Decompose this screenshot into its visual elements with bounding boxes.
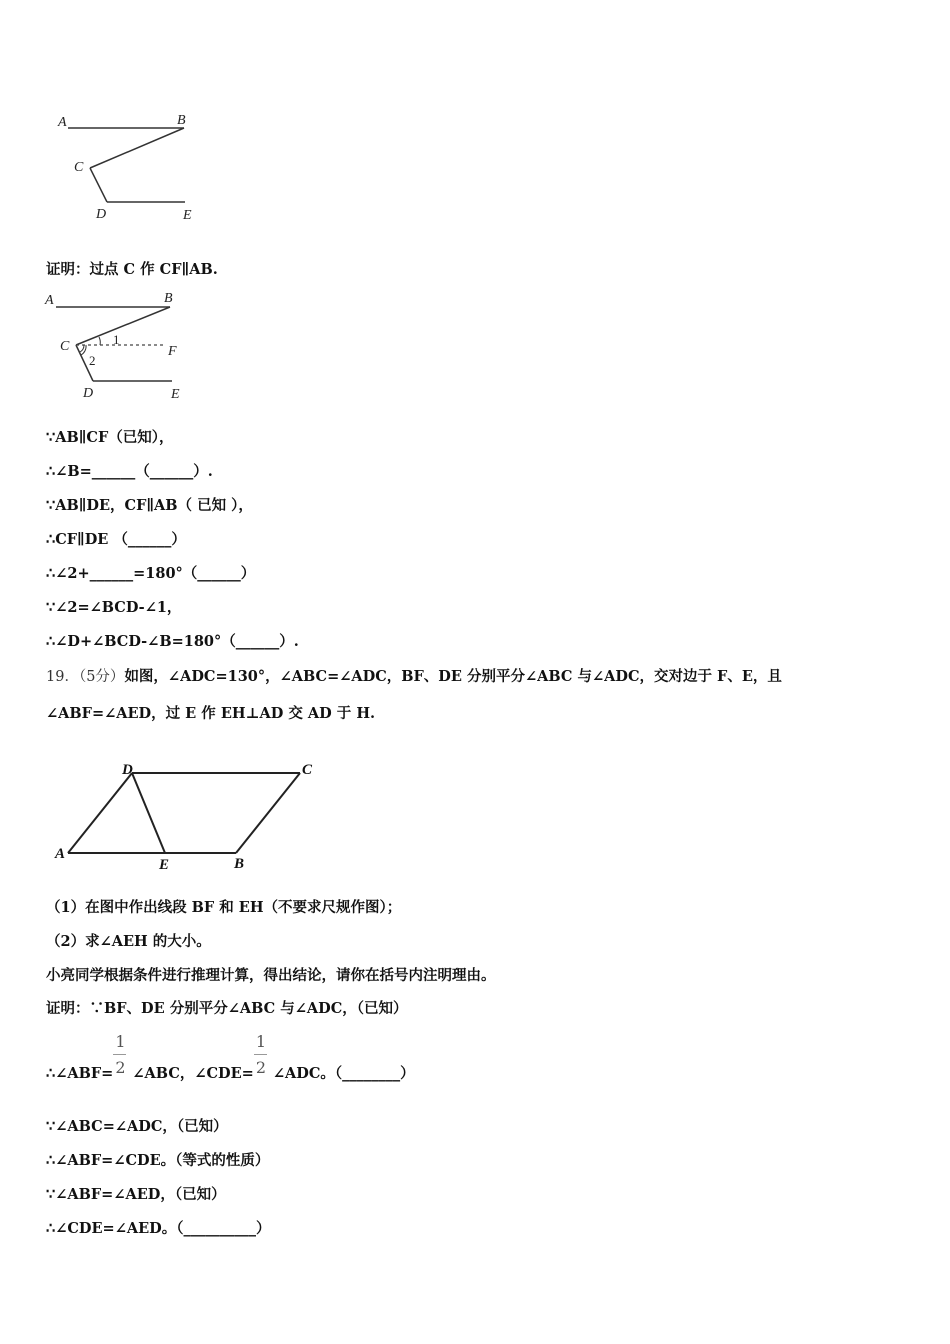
proof-intro: 证明：过点 C 作 CF∥AB. (46, 261, 218, 278)
denominator: 2 (115, 1058, 126, 1077)
numerator: 1 (115, 1032, 126, 1051)
label-e: E (183, 208, 192, 223)
fraction-line-part-3: ∠ADC。（________） (272, 1065, 415, 1082)
label-angle-1: 1 (113, 332, 120, 347)
step-19-1: ∵∠ABC=∠ADC，（已知） (46, 1118, 228, 1135)
segment-cd (90, 168, 107, 202)
label-angle-2: 2 (89, 353, 96, 368)
sub-question-2: （2）求∠AEH 的大小。 (46, 933, 211, 950)
segment-bc (90, 128, 184, 168)
label-f: F (168, 344, 177, 359)
fraction-bar (113, 1054, 126, 1055)
step-18-5: ∴∠2+______=180°（______） (46, 565, 256, 582)
question-19-line-2 (46, 704, 375, 724)
step-18-6: ∵∠2=∠BCD-∠1， (46, 599, 182, 616)
numerator: 1 (255, 1032, 267, 1051)
segment-ad (68, 773, 132, 853)
fraction-bar (254, 1054, 267, 1055)
step-18-7: ∴∠D+∠BCD-∠B=180°（______）. (46, 633, 299, 650)
label-d: D (122, 762, 133, 778)
label-c: C (74, 160, 84, 175)
question-number: 19．（5分） (46, 669, 125, 685)
fraction-line (46, 1032, 415, 1084)
question-19-text-2: ∠ABF=∠AED，过 E 作 EH⊥AD 交 AD 于 H. (46, 705, 376, 722)
segment-de (132, 773, 165, 853)
step-18-2: ∴∠B=______（______）. (46, 463, 213, 480)
fraction-half-2 (254, 1032, 268, 1078)
fraction-line-part-2: ∠ABC，∠CDE= (132, 1065, 254, 1082)
label-d: D (96, 207, 107, 222)
label-e: E (171, 387, 180, 402)
figure-1 (50, 108, 210, 228)
angle-2-arc-inner (80, 345, 84, 352)
figure-2 (40, 286, 200, 408)
label-a: A (58, 115, 67, 130)
step-18-4: ∴CF∥DE （______） (46, 531, 186, 548)
segment-bc (76, 307, 170, 345)
label-e: E (159, 857, 170, 873)
fraction-half-1 (113, 1032, 127, 1078)
question-19-text-1: 如图，∠ADC=130°，∠ABC=∠ADC，BF、DE 分别平分∠ABC 与∠ADC，交对边于 F、E，且 (124, 668, 782, 685)
label-c: C (302, 762, 313, 778)
step-18-1: ∵AB∥CF（已知）， (46, 429, 174, 446)
step-18-3: ∵AB∥DE，CF∥AB（ 已知 ）， (46, 497, 253, 514)
step-19-3: ∵∠ABF=∠AED，（已知） (46, 1186, 226, 1203)
sub-question-1: （1）在图中作出线段 BF 和 EH（不要求尺规作图）； (46, 899, 402, 916)
label-a: A (55, 846, 66, 862)
denominator: 2 (255, 1058, 267, 1077)
segment-cb (236, 773, 300, 853)
step-19-2: ∴∠ABF=∠CDE。（等式的性质） (46, 1152, 270, 1169)
label-d: D (83, 386, 94, 401)
label-b: B (164, 291, 173, 306)
step-19-4: ∴∠CDE=∠AED。（__________） (46, 1220, 271, 1237)
label-b: B (177, 113, 186, 128)
label-a: A (45, 293, 54, 308)
question-19-line-1 (46, 667, 782, 687)
angle-1-arc (99, 337, 100, 345)
proof-19-start: 证明：∵BF、DE 分别平分∠ABC 与∠ADC，（已知） (46, 1000, 408, 1017)
figure-3 (52, 755, 332, 875)
intro-text: 小亮同学根据条件进行推理计算，得出结论，请你在括号内注明理由。 (46, 967, 496, 984)
label-c: C (60, 339, 70, 354)
label-b: B (234, 856, 245, 872)
fraction-line-part-1: ∴∠ABF= (46, 1065, 114, 1082)
